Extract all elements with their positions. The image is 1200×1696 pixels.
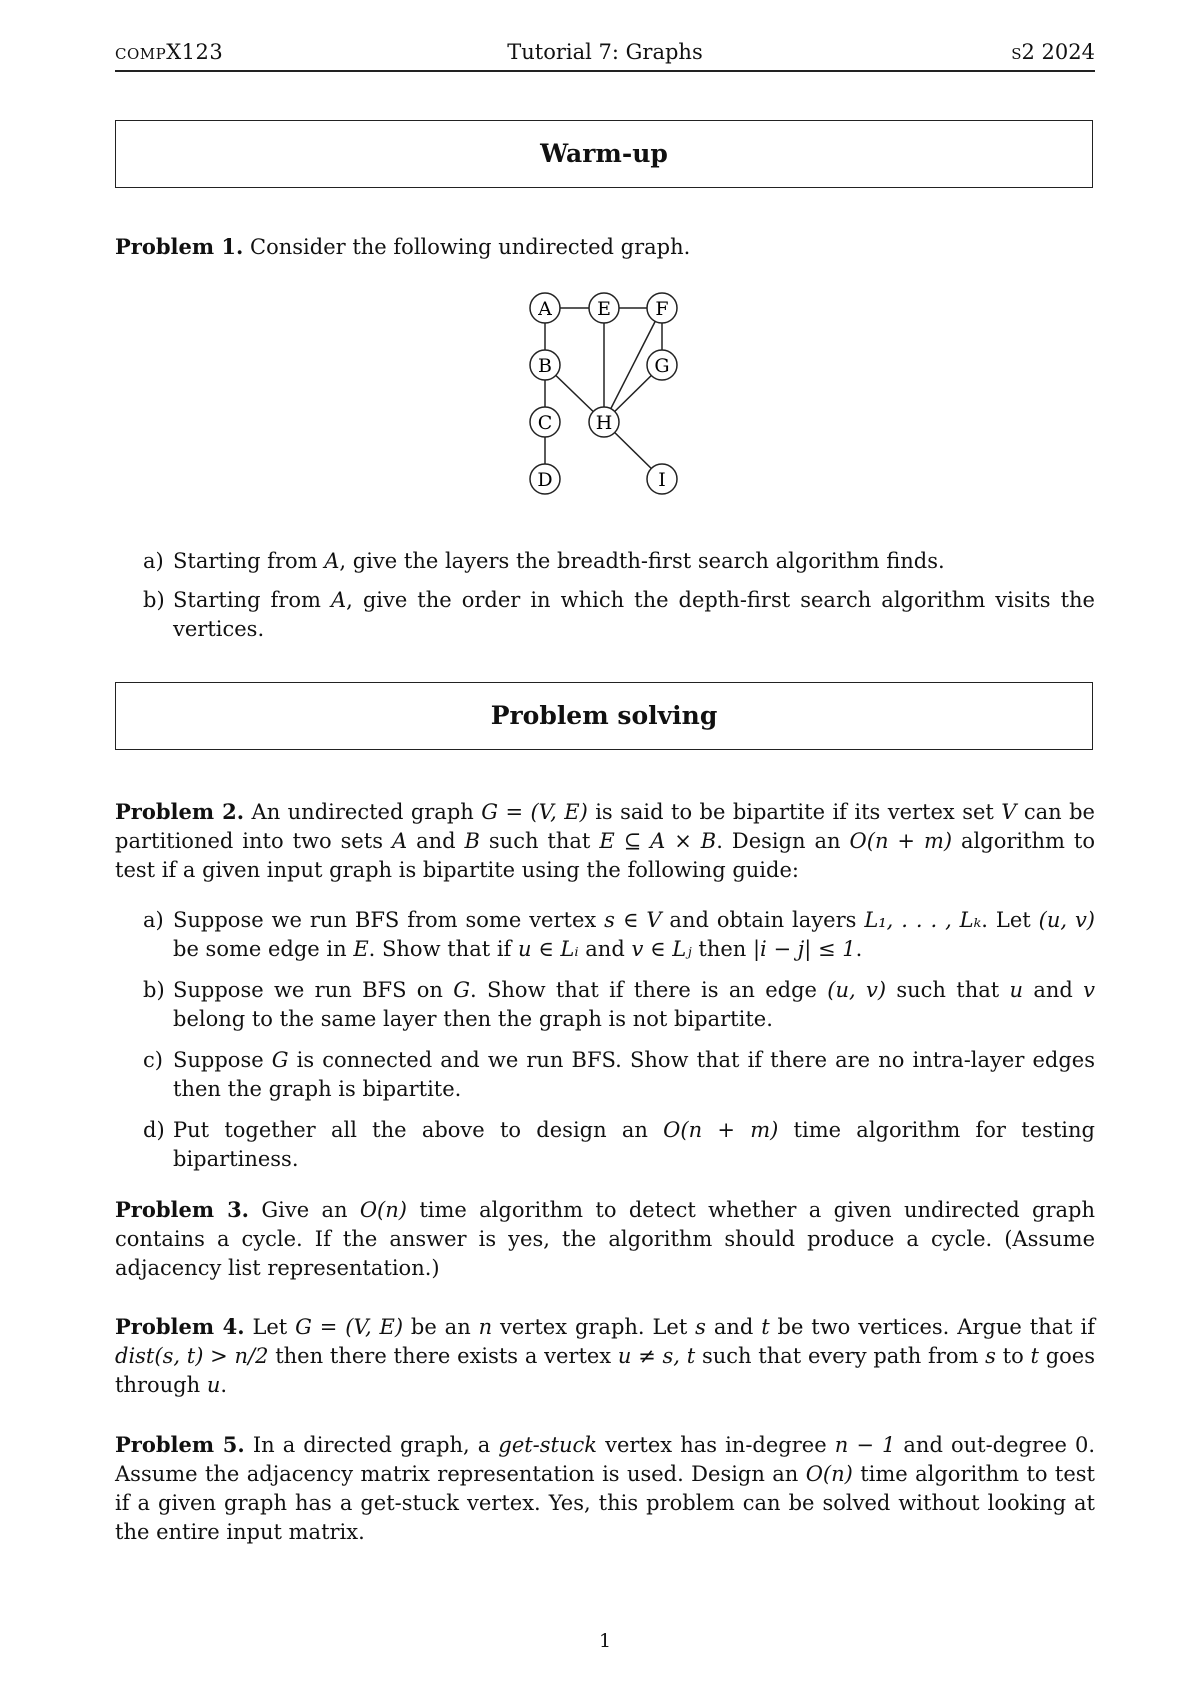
text: be some edge in bbox=[173, 937, 354, 961]
vertex-f-label: F bbox=[655, 298, 669, 320]
section-heading-warmup: Warm-up bbox=[115, 120, 1093, 188]
math: u bbox=[206, 1373, 221, 1397]
text: . Show that if bbox=[368, 937, 518, 961]
text: can be partitioned into two sets bbox=[115, 800, 1095, 853]
semester: s2 2024 bbox=[1011, 40, 1095, 64]
text: then there there exists a vertex bbox=[268, 1344, 618, 1368]
vertex-b bbox=[530, 350, 560, 380]
problem-2d-label: d) bbox=[143, 1118, 165, 1142]
math: n − 1 bbox=[834, 1433, 896, 1457]
text: such that bbox=[886, 978, 1010, 1002]
problem-4-label: Problem 4. bbox=[115, 1314, 245, 1339]
problem-2d bbox=[143, 1116, 1095, 1174]
vertex-g-label: G bbox=[654, 355, 670, 377]
problem-1b-text: Starting from bbox=[173, 588, 331, 612]
vertex-i-label: I bbox=[658, 469, 666, 491]
running-header bbox=[115, 36, 1095, 72]
math: O(n) bbox=[805, 1462, 853, 1486]
text: Suppose bbox=[173, 1048, 272, 1072]
vertex-f bbox=[647, 293, 677, 323]
problem-2c-label: c) bbox=[143, 1048, 163, 1072]
math: s ∈ V bbox=[604, 908, 662, 932]
text: . bbox=[855, 937, 863, 961]
problem-2c bbox=[143, 1046, 1095, 1104]
text: Give an bbox=[261, 1198, 360, 1222]
math: E bbox=[353, 937, 369, 961]
text: is said to be bipartite if its vertex set bbox=[587, 800, 1002, 824]
math: t bbox=[1030, 1344, 1039, 1368]
math: B bbox=[464, 829, 480, 853]
text: goes through bbox=[115, 1344, 1096, 1397]
math: A bbox=[391, 829, 408, 853]
math-a: A bbox=[330, 588, 347, 612]
text: Suppose we run BFS on bbox=[173, 978, 454, 1002]
text: Suppose we run BFS from some vertex bbox=[173, 908, 605, 932]
problem-3-label: Problem 3. bbox=[115, 1197, 249, 1222]
text: such that every path from bbox=[695, 1344, 986, 1368]
math-a: A bbox=[324, 549, 340, 573]
problem-1a-text: Starting from bbox=[173, 549, 325, 573]
math: (u, v) bbox=[1038, 908, 1095, 932]
math: u bbox=[1009, 978, 1024, 1002]
text: time algorithm to test if a given graph has a get-stuck vertex. Yes, this problem can be solved without looking at the entire input matrix. bbox=[115, 1462, 1095, 1544]
problem-2a bbox=[143, 906, 1095, 964]
vertex-h-label: H bbox=[595, 412, 613, 434]
vertex-b-label: B bbox=[538, 355, 552, 377]
problem-1-label: Problem 1. bbox=[115, 234, 244, 259]
emphasis-get-stuck: get-stuck bbox=[498, 1433, 598, 1457]
graph-edges bbox=[545, 308, 662, 479]
text: . bbox=[220, 1373, 228, 1397]
math: dist(s, t) > n/2 bbox=[115, 1344, 269, 1368]
text: be an bbox=[403, 1315, 479, 1339]
course-code: compX123 bbox=[115, 40, 224, 64]
problem-1 bbox=[115, 232, 1095, 262]
text: vertex graph. Let bbox=[492, 1315, 696, 1339]
vertex-c bbox=[530, 407, 560, 437]
problem-1b bbox=[143, 586, 1095, 644]
math: s bbox=[985, 1344, 996, 1368]
problem-1b-label: b) bbox=[143, 588, 165, 612]
text: . Show that if there is an edge bbox=[470, 978, 828, 1002]
document-title: Tutorial 7: Graphs bbox=[507, 40, 703, 64]
math: n bbox=[478, 1315, 493, 1339]
vertex-a bbox=[530, 293, 560, 323]
math: V bbox=[1001, 800, 1017, 824]
problem-1-text: Consider the following undirected graph. bbox=[250, 235, 691, 259]
text: to bbox=[995, 1344, 1031, 1368]
math: |i − j| ≤ 1 bbox=[752, 937, 856, 961]
vertex-d-label: D bbox=[537, 469, 553, 491]
text: and bbox=[407, 829, 465, 853]
math: G bbox=[271, 1048, 289, 1072]
text: Let bbox=[252, 1315, 296, 1339]
problem-3 bbox=[115, 1195, 1095, 1283]
text: belong to the same layer then the graph is not bipartite. bbox=[173, 1007, 773, 1031]
text: and bbox=[578, 937, 632, 961]
problem-1b-text-cont: , give the order in which the depth-first search algorithm visits the vertices. bbox=[173, 588, 1095, 641]
text: is connected and we run BFS. Show that if there are no intra-layer edges then the graph is bipartite. bbox=[173, 1048, 1095, 1101]
problem-2 bbox=[115, 797, 1095, 885]
text: Put together all the above to design an bbox=[173, 1118, 664, 1142]
vertex-d bbox=[530, 464, 560, 494]
text: and out-degree 0. Assume the adjacency matrix representation is used. Design an bbox=[115, 1433, 1095, 1486]
vertex-g bbox=[647, 350, 677, 380]
math: G = (V, E) bbox=[481, 800, 588, 824]
math: t bbox=[761, 1315, 770, 1339]
text: and bbox=[1023, 978, 1084, 1002]
math: G bbox=[453, 978, 471, 1002]
text: and bbox=[705, 1315, 762, 1339]
text: and obtain layers bbox=[661, 908, 865, 932]
text: such that bbox=[479, 829, 600, 853]
problem-2b-label: b) bbox=[143, 978, 165, 1002]
problem-2a-label: a) bbox=[143, 908, 164, 932]
page-number: 1 bbox=[598, 1630, 612, 1652]
section-heading-problem-solving: Problem solving bbox=[115, 682, 1093, 750]
undirected-graph-figure bbox=[115, 280, 1095, 510]
problem-2b bbox=[143, 976, 1095, 1034]
text: . Design an bbox=[716, 829, 850, 853]
vertex-a-label: A bbox=[538, 298, 552, 320]
problem-5-label: Problem 5. bbox=[115, 1432, 245, 1457]
text: be two vertices. Argue that if bbox=[769, 1315, 1095, 1339]
vertex-h bbox=[589, 407, 619, 437]
math: E ⊆ A × B bbox=[599, 829, 717, 853]
text: algorithm to test if a given input graph is bipartite using the following guide: bbox=[115, 829, 1095, 882]
math: (u, v) bbox=[827, 978, 887, 1002]
problem-1-subquestions bbox=[143, 547, 1095, 644]
text: . Let bbox=[981, 908, 1039, 932]
math: u ∈ Lᵢ bbox=[518, 937, 579, 961]
vertex-c-label: C bbox=[537, 412, 553, 434]
text: vertex has in-degree bbox=[597, 1433, 835, 1457]
math: G = (V, E) bbox=[295, 1315, 404, 1339]
vertex-e bbox=[589, 293, 619, 323]
problem-2-label: Problem 2. bbox=[115, 799, 245, 824]
problem-2-subquestions bbox=[143, 906, 1095, 1174]
problem-1a-text-cont: , give the layers the breadth-first search algorithm finds. bbox=[339, 549, 945, 573]
math: O(n) bbox=[359, 1198, 407, 1222]
math: O(n + m) bbox=[849, 829, 953, 853]
problem-1a bbox=[143, 547, 1095, 576]
math: v ∈ Lⱼ bbox=[631, 937, 692, 961]
math: O(n + m) bbox=[663, 1118, 779, 1142]
problem-4 bbox=[115, 1312, 1095, 1400]
text: time algorithm for testing bipartiness. bbox=[173, 1118, 1095, 1171]
math: s bbox=[695, 1315, 706, 1339]
text: An undirected graph bbox=[251, 800, 482, 824]
problem-5 bbox=[115, 1430, 1095, 1547]
text: time algorithm to detect whether a given undirected graph contains a cycle. If the answer is yes, the algorithm should produce a cycle. (Assume adjacency list representation.) bbox=[115, 1198, 1095, 1280]
math: L₁, . . . , Lₖ bbox=[864, 908, 982, 932]
problem-1a-label: a) bbox=[143, 549, 164, 573]
math: u ≠ s, t bbox=[617, 1344, 696, 1368]
text: then bbox=[691, 937, 753, 961]
text: In a directed graph, a bbox=[252, 1433, 499, 1457]
vertex-i bbox=[647, 464, 677, 494]
vertex-e-label: E bbox=[597, 298, 611, 320]
math: v bbox=[1083, 978, 1096, 1002]
